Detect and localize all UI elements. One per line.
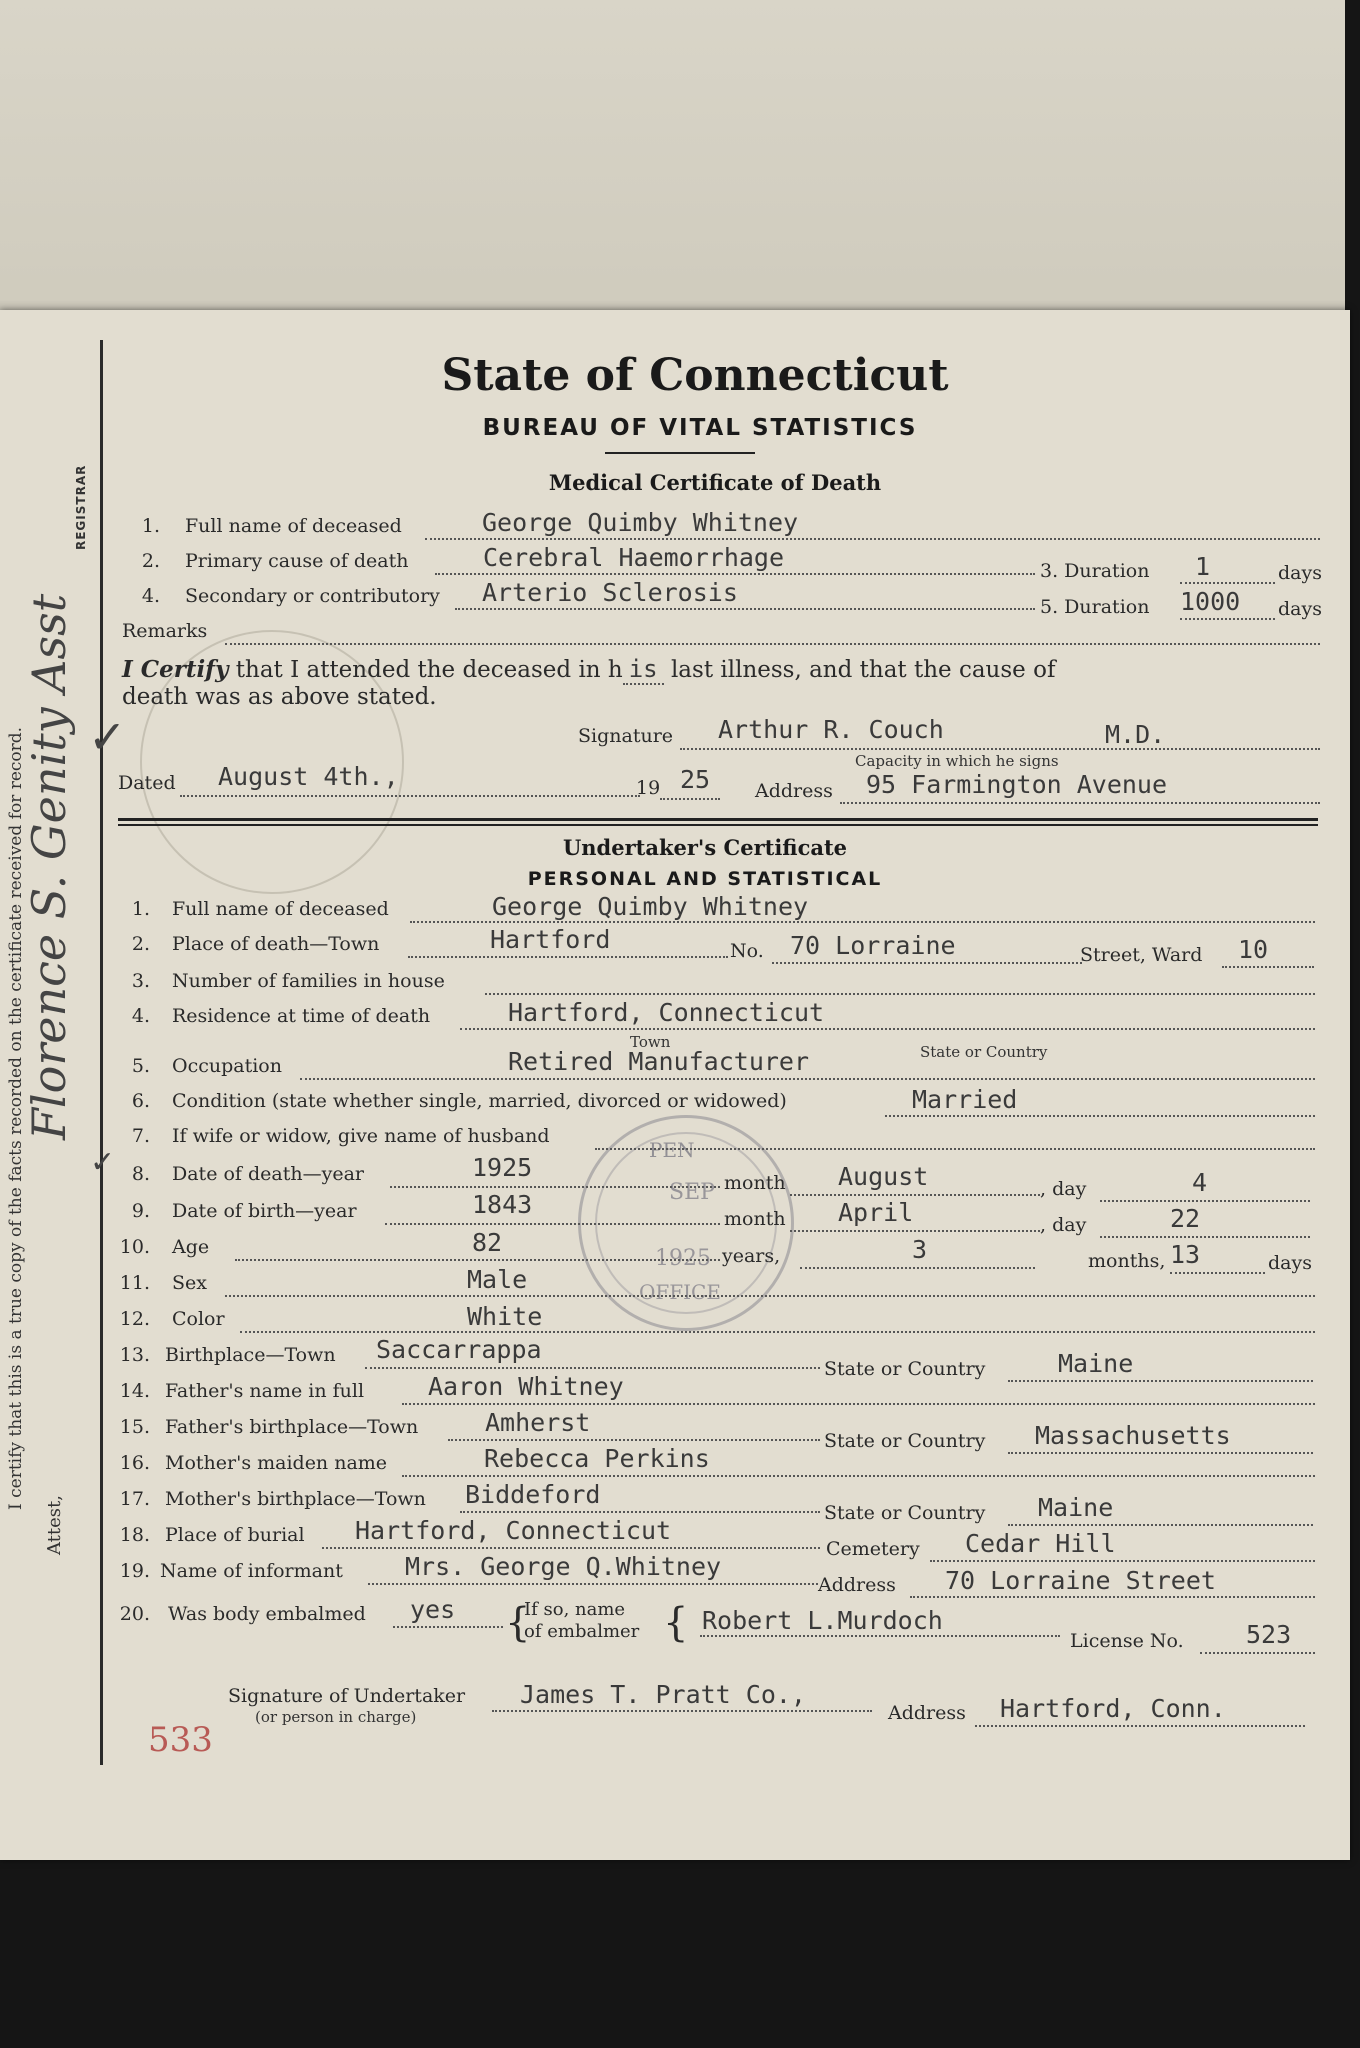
state-title: State of Connecticut (441, 350, 949, 401)
u-cemetery-line (930, 1560, 1315, 1562)
u-cemetery-label: Cemetery (826, 1538, 920, 1560)
u-birth-month-line (790, 1230, 1040, 1232)
primary-cause-line (435, 573, 1035, 575)
u-cemetery-value: Cedar Hill (965, 1529, 1116, 1558)
registrar-signature: Florence S. Genity Asst (22, 593, 76, 1140)
u-sex-label: Sex (172, 1272, 207, 1294)
u-num-7: 7. (131, 1125, 150, 1147)
u-birth-month: April (838, 1198, 914, 1227)
u-informant-value: Mrs. George Q.Whitney (405, 1552, 722, 1581)
medical-num-4: 4. (141, 585, 160, 607)
u-num-3: 3. (131, 970, 150, 992)
u-num-18: 18. (119, 1524, 150, 1546)
u-state-note: State or Country (920, 1043, 1048, 1061)
medical-address-value: 95 Farmington Avenue (866, 770, 1168, 799)
duration-3-unit: days (1278, 562, 1322, 584)
duration-3-label: 3. Duration (1040, 560, 1150, 582)
u-ifso-line-1: If so, name (524, 1599, 626, 1620)
u-num-11: 11. (119, 1272, 150, 1294)
certify-fill: is (623, 655, 664, 685)
u-death-month-label: month (724, 1172, 786, 1194)
u-father-name-line (402, 1403, 1315, 1405)
u-birthplace-value: Saccarrappa (376, 1335, 542, 1364)
u-father-birthplace-line (448, 1439, 820, 1441)
undertaker-address-label: Address (888, 1702, 966, 1724)
u-num-12: 12. (119, 1308, 150, 1330)
undertaker-signature-line (492, 1710, 872, 1712)
u-num-9: 9. (131, 1200, 150, 1222)
u-husband-label: If wife or widow, give name of husband (172, 1125, 550, 1147)
secondary-cause-value: Arterio Sclerosis (482, 578, 738, 607)
u-embalmed-value: yes (410, 1595, 456, 1624)
certify-middle: that I attended the deceased in h (235, 657, 623, 683)
u-birthplace-state-line (1008, 1380, 1313, 1382)
u-death-month-line (790, 1194, 1040, 1196)
stamp-line-3: 1925 (655, 1246, 711, 1271)
u-num-16: 16. (119, 1452, 150, 1474)
u-embalmer-line (700, 1635, 1060, 1637)
undertaker-title: Undertaker's Certificate (562, 835, 848, 860)
checkmark-dated: ✓ (88, 710, 127, 764)
dated-line (180, 795, 640, 797)
u-burial-value: Hartford, Connecticut (355, 1516, 672, 1545)
u-license-label: License No. (1070, 1630, 1184, 1652)
duration-3-value: 1 (1195, 552, 1211, 581)
primary-cause-value: Cerebral Haemorrhage (483, 543, 785, 572)
certify-tail: last illness, and that the cause of (670, 657, 1056, 683)
u-full-name-value: George Quimby Whitney (492, 892, 809, 921)
u-full-name-line (410, 921, 1315, 923)
signature-value: Arthur R. Couch (718, 715, 944, 744)
dated-label: Dated (118, 772, 176, 794)
u-num-4: 4. (131, 1005, 150, 1027)
section-divider-2 (118, 824, 1318, 826)
u-father-birthplace-value: Amherst (485, 1408, 591, 1437)
u-ifso-line-2: of embalmer (524, 1621, 640, 1642)
u-death-day-line (1100, 1200, 1310, 1202)
year-prefix: 19 (636, 777, 661, 799)
u-death-date-label: Date of death—year (172, 1163, 364, 1185)
u-mother-name-label: Mother's maiden name (165, 1452, 388, 1474)
u-embalmed-line (393, 1626, 503, 1628)
u-place-value: Hartford (490, 925, 611, 954)
section-divider-1 (118, 818, 1318, 821)
u-burial-label: Place of burial (165, 1524, 305, 1546)
u-mother-birthplace-line (460, 1511, 820, 1513)
u-residence-line (460, 1028, 1315, 1030)
u-families-label: Number of families in house (172, 970, 445, 992)
u-license-value: 523 (1246, 1620, 1292, 1649)
u-num-8: 8. (131, 1163, 150, 1185)
u-mother-state-line (1008, 1524, 1313, 1526)
u-condition-line (885, 1115, 1315, 1117)
u-num-13: 13. (119, 1344, 150, 1366)
u-mother-birthplace-label: Mother's birthplace—Town (165, 1488, 426, 1510)
u-embalmer-brace-right: { (663, 1600, 689, 1646)
u-husband-line (595, 1148, 1315, 1150)
signature-title: M.D. (1105, 720, 1166, 749)
signature-line (680, 748, 1320, 750)
medical-num-2: 2. (141, 550, 160, 572)
u-age-label: Age (172, 1236, 210, 1258)
undertaker-address-line (975, 1725, 1305, 1727)
medical-full-name-line (425, 538, 1320, 540)
u-ward-line (1222, 966, 1314, 968)
u-father-birthplace-label: Father's birthplace—Town (165, 1416, 419, 1438)
u-sex-line (225, 1295, 1315, 1297)
u-num-1: 1. (131, 898, 150, 920)
u-death-day-label: , day (1040, 1178, 1087, 1200)
u-months-label: months, (1088, 1250, 1166, 1272)
u-full-name-label: Full name of deceased (172, 898, 389, 920)
medical-address-label: Address (755, 780, 833, 802)
signature-label: Signature (578, 725, 674, 747)
certify-line-2: death was as above stated. (122, 684, 437, 710)
u-no-label: No. (730, 940, 764, 962)
u-color-value: White (467, 1302, 543, 1331)
u-street-label: Street, Ward (1080, 944, 1203, 966)
u-informant-address-line (910, 1596, 1315, 1598)
u-num-17: 17. (119, 1488, 150, 1510)
stamp-line-1: PEN (649, 1138, 695, 1162)
u-birthplace-line (365, 1367, 820, 1369)
u-mother-name-value: Rebecca Perkins (484, 1444, 710, 1473)
u-burial-line (322, 1547, 820, 1549)
u-birth-day-label: , day (1040, 1214, 1087, 1236)
medical-full-name-label: Full name of deceased (185, 515, 402, 537)
duration-3-text: Duration (1064, 560, 1150, 582)
u-mother-state-value: Maine (1038, 1493, 1114, 1522)
u-town-note: Town (630, 1033, 671, 1051)
u-death-year: 1925 (472, 1153, 533, 1182)
u-birthplace-state-label: State or Country (824, 1358, 986, 1380)
stamp-line-4: OFFICE (639, 1280, 721, 1304)
u-father-state-line (1008, 1452, 1313, 1454)
u-num-20: 20. (119, 1603, 150, 1625)
u-families-line (485, 993, 1315, 995)
u-informant-address-label: Address (818, 1574, 896, 1596)
year-line (660, 798, 720, 800)
u-father-state-value: Massachusetts (1035, 1421, 1231, 1450)
u-father-state-label: State or Country (824, 1430, 986, 1452)
bureau-title: BUREAU OF VITAL STATISTICS (482, 415, 918, 441)
u-place-label: Place of death—Town (172, 933, 380, 955)
u-informant-address-value: 70 Lorraine Street (945, 1566, 1216, 1595)
medical-certificate-title: Medical Certificate of Death (548, 470, 882, 495)
u-death-year-line (390, 1186, 720, 1188)
undertaker-signature-label: Signature of Undertaker (228, 1685, 466, 1707)
u-color-label: Color (172, 1308, 225, 1330)
duration-5-label: 5. Duration (1040, 596, 1150, 618)
u-ward-value: 10 (1238, 935, 1269, 964)
u-color-line (240, 1331, 1315, 1333)
medical-num-1: 1. (141, 515, 160, 537)
remarks-line (225, 643, 1320, 645)
u-no-line (772, 962, 1082, 964)
capacity-note: Capacity in which he signs (855, 752, 1059, 770)
undertaker-signature-note: (or person in charge) (255, 1708, 417, 1726)
u-death-month: August (838, 1162, 929, 1191)
u-mother-birthplace-value: Biddeford (465, 1480, 601, 1509)
registrar-label: REGISTRAR (74, 464, 88, 550)
medical-address-line (840, 802, 1320, 804)
u-sex-value: Male (467, 1265, 528, 1294)
u-birth-day-line (1100, 1236, 1310, 1238)
u-embalmer-brace-left: { (505, 1600, 531, 1646)
u-birth-month-label: month (724, 1208, 786, 1230)
u-age-years-line (235, 1259, 720, 1261)
attest-label: Attest, (44, 1495, 65, 1555)
u-birthplace-label: Birthplace—Town (165, 1344, 336, 1366)
remarks-label: Remarks (122, 620, 208, 642)
u-residence-value: Hartford, Connecticut (508, 998, 825, 1027)
u-days-label: days (1268, 1252, 1312, 1274)
u-num-15: 15. (119, 1416, 150, 1438)
year-value: 25 (680, 765, 711, 794)
u-occupation-line (300, 1078, 1315, 1080)
u-age-days: 13 (1170, 1240, 1201, 1269)
u-no-value: 70 Lorraine (790, 931, 956, 960)
u-place-line (408, 956, 728, 958)
attest-certify-text: I certify that this is a true copy of the facts recorded on the certificate received for record. (6, 726, 26, 1510)
top-paper-sheet (0, 0, 1345, 320)
u-num-10: 10. (119, 1236, 150, 1258)
u-embalmer-value: Robert L.Murdoch (702, 1606, 943, 1635)
u-age-months: 3 (912, 1235, 928, 1264)
u-embalmed-label: Was body embalmed (168, 1603, 366, 1625)
medical-full-name-value: George Quimby Whitney (482, 508, 799, 537)
checkmark-date-of-death: ✓ (90, 1145, 116, 1180)
primary-cause-label: Primary cause of death (185, 550, 409, 572)
u-death-day: 4 (1192, 1168, 1208, 1197)
u-num-14: 14. (119, 1380, 150, 1402)
u-mother-state-label: State or Country (824, 1502, 986, 1524)
left-margin-rule (100, 340, 103, 1765)
u-residence-label: Residence at time of death (172, 1005, 431, 1027)
death-certificate-form (0, 310, 1350, 1860)
undertaker-address-value: Hartford, Conn. (1000, 1694, 1226, 1723)
secondary-cause-line (455, 608, 1035, 610)
u-license-line (1200, 1652, 1315, 1654)
u-birth-year: 1843 (472, 1190, 533, 1219)
undertaker-signature-value: James T. Pratt Co., (520, 1680, 806, 1709)
u-condition-value: Married (912, 1085, 1018, 1114)
u-num-2: 2. (131, 933, 150, 955)
u-condition-label: Condition (state whether single, married, divorced or widowed) (172, 1090, 787, 1112)
u-father-name-label: Father's name in full (165, 1380, 365, 1402)
u-birth-date-label: Date of birth—year (172, 1200, 357, 1222)
certify-lead: I Certify (122, 656, 229, 683)
duration-5-value: 1000 (1180, 587, 1241, 616)
u-num-6: 6. (131, 1090, 150, 1112)
personal-statistical-title: PERSONAL AND STATISTICAL (527, 868, 883, 890)
dated-value: August 4th., (218, 762, 399, 791)
u-age-months-line (800, 1267, 1035, 1269)
duration-3-line (1180, 582, 1275, 584)
certify-statement (122, 655, 1322, 683)
secondary-cause-label: Secondary or contributory (185, 585, 440, 607)
u-birth-day: 22 (1170, 1204, 1201, 1233)
stamp-line-2: SEP (669, 1180, 715, 1205)
record-number: 533 (148, 1720, 213, 1760)
u-informant-line (368, 1583, 818, 1585)
u-father-name-value: Aaron Whitney (428, 1372, 624, 1401)
bureau-underline (605, 452, 755, 454)
u-mother-name-line (402, 1475, 1315, 1477)
duration-5-text: Duration (1064, 596, 1150, 618)
u-birth-year-line (385, 1223, 720, 1225)
u-age-years: 82 (472, 1228, 503, 1257)
duration-5-line (1180, 618, 1275, 620)
duration-5-unit: days (1278, 598, 1322, 620)
u-num-19: 19. (119, 1560, 150, 1582)
u-occupation-label: Occupation (172, 1055, 282, 1077)
u-birthplace-state-value: Maine (1058, 1349, 1134, 1378)
u-num-5: 5. (131, 1055, 150, 1077)
u-informant-label: Name of informant (160, 1560, 343, 1582)
u-years-label: years, (722, 1245, 781, 1267)
u-occupation-value: Retired Manufacturer (508, 1047, 810, 1076)
u-age-days-line (1170, 1272, 1265, 1274)
